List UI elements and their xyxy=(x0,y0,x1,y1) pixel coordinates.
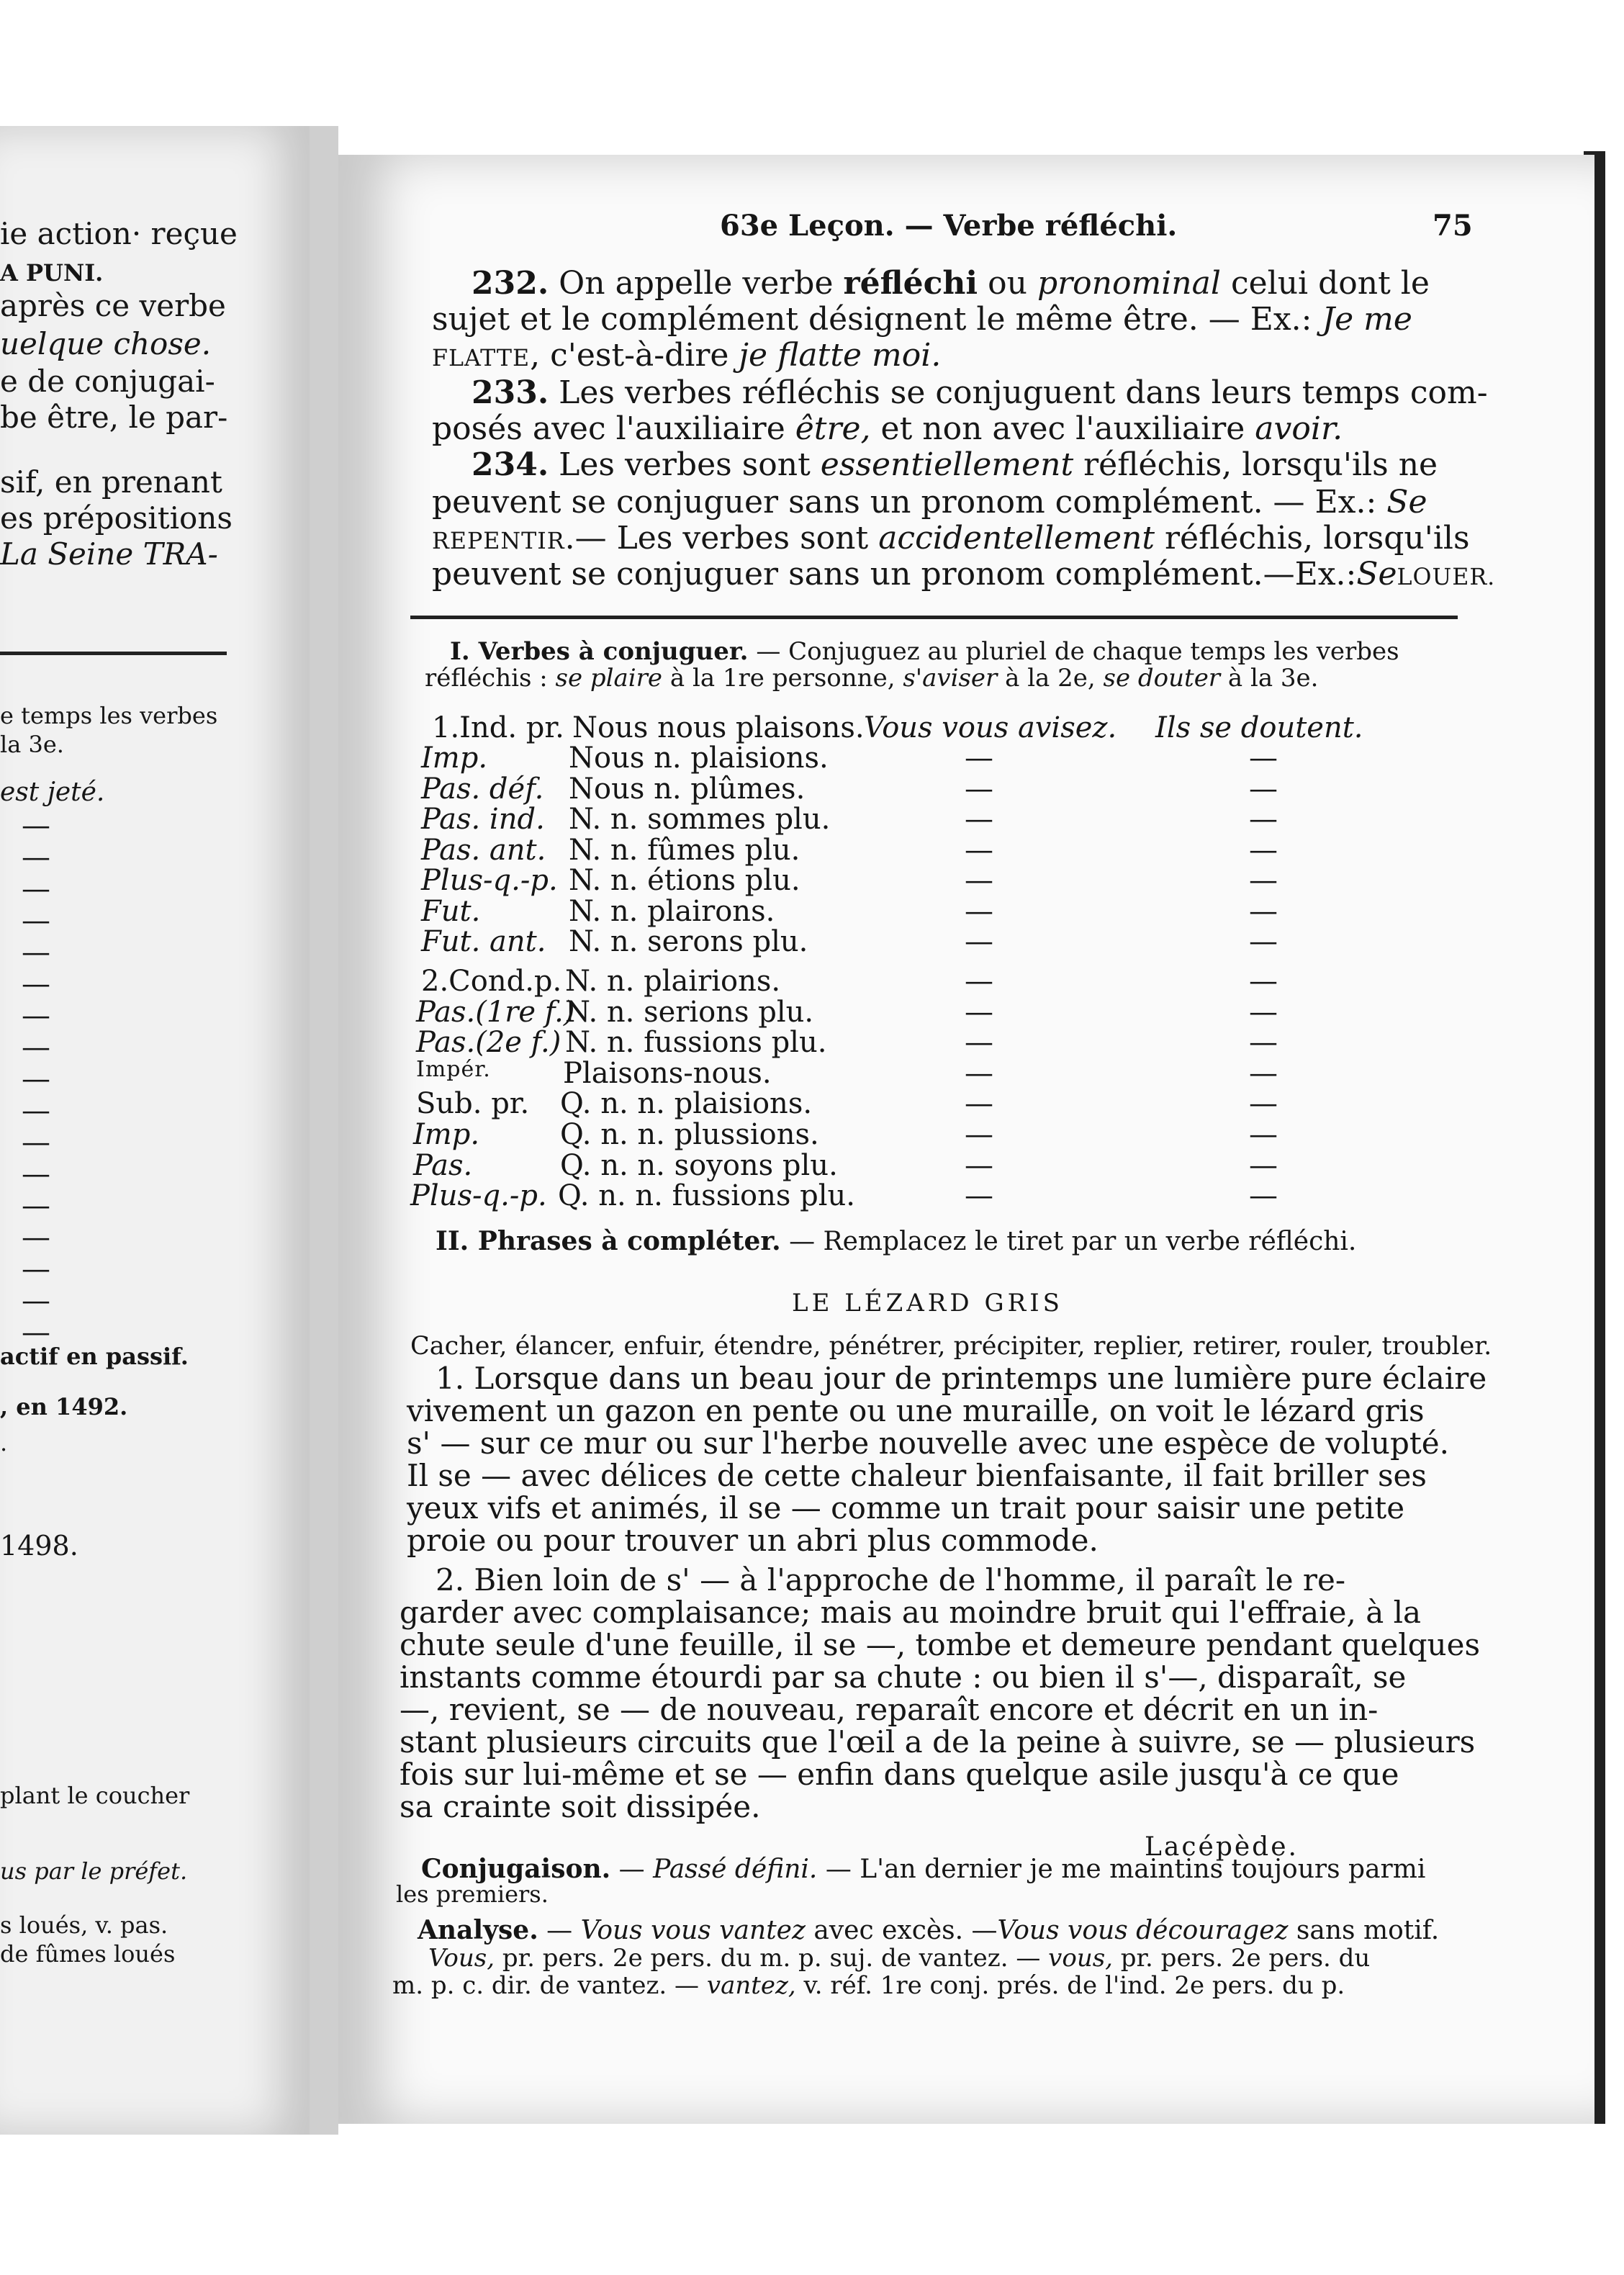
analyse-line-3: m. p. c. dir. de vantez. — vantez, v. réf. 1re conj. prés. de l'ind. 2e pers. du p. xyxy=(392,1971,1345,2000)
paragraph-2-line: instants comme étourdi par sa chute : ou bien il s'—, disparaît, se xyxy=(400,1659,1407,1695)
conjugaison-line-2: les premiers. xyxy=(396,1880,549,1908)
left-line: . xyxy=(0,1429,8,1456)
column-2-heading: Vous vous avisez. xyxy=(864,711,1117,744)
dash: — xyxy=(1249,772,1278,806)
dash: — xyxy=(965,772,993,806)
column-3-heading: Ils se doutent. xyxy=(1155,711,1363,744)
left-line: 1498. xyxy=(0,1530,78,1562)
dash: — xyxy=(965,925,993,958)
dash: — xyxy=(965,1026,993,1059)
left-line: plant le coucher xyxy=(0,1782,190,1809)
tense-label: Pas. ind. xyxy=(421,803,545,836)
conjugated-form: N. n. serions plu. xyxy=(565,996,814,1029)
paragraph-1-line: Il se — avec délices de cette chaleur bienfaisante, il fait briller ses xyxy=(407,1458,1427,1493)
dash: — xyxy=(965,996,993,1029)
dash: — xyxy=(1249,925,1278,958)
dash: — xyxy=(965,1118,993,1151)
dash: — xyxy=(1249,803,1278,836)
story-title: LE LÉZARD GRIS xyxy=(792,1289,1063,1317)
conjugated-form: N. n. plairons. xyxy=(569,895,775,928)
left-line: ie action· reçue xyxy=(0,216,238,251)
left-line: be être, le par- xyxy=(0,400,228,435)
rule-234-line-2: peuvent se conjuguer sans un pronom complément. — Ex.: Se xyxy=(432,484,1427,521)
paragraph-1-line: yeux vifs et animés, il se — comme un trait pour saisir une petite xyxy=(407,1490,1405,1526)
conjugated-form: Q. n. n. plaisions. xyxy=(560,1087,813,1120)
conjugated-form: N. n. serons plu. xyxy=(569,925,808,958)
dash: — xyxy=(965,742,993,775)
dash: — xyxy=(1249,1087,1278,1120)
conjugated-form: N. n. fûmes plu. xyxy=(569,834,800,867)
rule-234-line-1: 234. Les verbes sont essentiellement réfléchis, lorsqu'ils ne xyxy=(472,446,1438,483)
conjugaison-line-1: Conjugaison. — Passé défini. — L'an dernier je me maintins toujours parmi xyxy=(421,1854,1426,1884)
dash: — xyxy=(1249,1026,1278,1059)
dash: — xyxy=(965,965,993,998)
dash: — xyxy=(965,834,993,867)
exercise-1-instruction-1: I. Verbes à conjuguer. — Conjuguez au pluriel de chaque temps les verbes xyxy=(450,637,1399,666)
conjugated-form: N. n. étions plu. xyxy=(569,864,800,897)
dash: — xyxy=(1249,1179,1278,1212)
left-line: es prépositions xyxy=(0,500,233,536)
page-number: 75 xyxy=(1433,209,1473,243)
tense-label: Sub. pr. xyxy=(416,1087,530,1120)
left-line: e temps les verbes xyxy=(0,702,218,729)
conjugated-form: N. n. fussions plu. xyxy=(565,1026,827,1059)
paragraph-2-line: 2. Bien loin de s' — à l'approche de l'homme, il paraît le re- xyxy=(436,1562,1346,1598)
tense-label: Pas. ant. xyxy=(421,834,546,867)
paragraph-2-line: sa crainte soit dissipée. xyxy=(400,1789,761,1824)
section-rule xyxy=(410,616,1458,619)
rule-233-line-2: posés avec l'auxiliaire être, et non avec l'auxiliaire avoir. xyxy=(432,410,1343,447)
exercise-1-instruction-2: réfléchis : se plaire à la 1re personne, s'aviser à la 2e, se douter à la 3e. xyxy=(425,664,1319,693)
conjugated-form: Plaisons-nous. xyxy=(563,1057,772,1090)
left-line: uelque chose. xyxy=(0,326,212,361)
left-line: s loués, v. pas. xyxy=(0,1911,168,1939)
left-line: sif, en prenant xyxy=(0,464,222,500)
author: Lacépède. xyxy=(1145,1832,1299,1862)
rule-234-line-4: peuvent se conjuguer sans un pronom complément.—Ex.:SeLOUER. xyxy=(432,556,1496,593)
tense-label: Plus-q.-p. xyxy=(410,1179,547,1212)
dash: — xyxy=(1249,864,1278,897)
verb-list: Cacher, élancer, enfuir, étendre, pénétrer, précipiter, replier, retirer, rouler, troubler. xyxy=(410,1332,1492,1361)
conjugated-form: N. n. plairions. xyxy=(565,965,781,998)
tense-label: 2.Cond.p. xyxy=(421,965,562,998)
left-line: après ce verbe xyxy=(0,288,226,323)
left-line: us par le préfet. xyxy=(0,1857,188,1885)
dash: — xyxy=(1249,895,1278,928)
dash: — xyxy=(965,1087,993,1120)
analyse-line-2: Vous, pr. pers. 2e pers. du m. p. suj. de vantez. — vous, pr. pers. 2e pers. du xyxy=(428,1944,1371,1973)
conjugated-form: Q. n. n. soyons plu. xyxy=(560,1149,838,1182)
tense-label: Pas.(1re f.) xyxy=(416,996,575,1029)
dash: — xyxy=(1249,742,1278,775)
dash: — xyxy=(965,1149,993,1182)
dash: — xyxy=(965,1179,993,1212)
conjugated-form: Q. n. n. fussions plu. xyxy=(558,1179,855,1212)
analyse-line-1: Analyse. — Vous vous vantez avec excès. —Vous vous découragez sans motif. xyxy=(418,1915,1440,1945)
left-line: est jeté. xyxy=(0,778,105,807)
tense-label: Impér. xyxy=(416,1057,491,1082)
tense-label: Imp. xyxy=(421,742,488,775)
rule-232-line-1: 232. On appelle verbe réfléchi ou pronominal celui dont le xyxy=(472,265,1430,302)
paragraph-2-line: —, revient, se — de nouveau, reparaît encore et décrit en un in- xyxy=(400,1692,1379,1727)
paragraph-2-line: stant plusieurs circuits que l'œil a de la peine à suivre, se — plusieurs xyxy=(400,1724,1476,1760)
tense-label: Pas. déf. xyxy=(421,772,544,806)
conjugated-form: Q. n. n. plussions. xyxy=(560,1118,819,1151)
tense-label: Fut. ant. xyxy=(421,925,546,958)
dash: — xyxy=(965,895,993,928)
dash: — xyxy=(1249,1118,1278,1151)
dash: — xyxy=(965,803,993,836)
left-line: La Seine TRA- xyxy=(0,536,218,572)
paragraph-2-line: chute seule d'une feuille, il se —, tombe et demeure pendant quelques xyxy=(400,1627,1481,1662)
left-line: A PUNI. xyxy=(0,259,104,287)
dash: — xyxy=(965,864,993,897)
dash: — xyxy=(965,1057,993,1090)
tense-label: Imp. xyxy=(413,1118,480,1151)
tense-label: Pas.(2e f.) xyxy=(416,1026,561,1059)
tense-label: 1.Ind. pr. xyxy=(432,711,564,744)
rule-234-line-3: REPENTIR.— Les verbes sont accidentellement réfléchis, lorsqu'ils xyxy=(432,520,1470,557)
conjugated-form: Nous n. plûmes. xyxy=(569,772,806,806)
conjugated-form: Nous n. plaisions. xyxy=(569,742,829,775)
rule-232-line-2: sujet et le complément désignent le même être. — Ex.: Je me xyxy=(432,301,1412,338)
left-line: , en 1492. xyxy=(0,1393,128,1420)
dash: — xyxy=(1249,996,1278,1029)
paragraph-1-line: proie ou pour trouver un abri plus commode. xyxy=(407,1523,1099,1558)
exercise-2-instruction: II. Phrases à compléter. — Remplacez le tiret par un verbe réfléchi. xyxy=(436,1226,1357,1256)
left-line: de fûmes loués xyxy=(0,1940,176,1968)
paragraph-1-line: s' — sur ce mur ou sur l'herbe nouvelle avec une espèce de volupté. xyxy=(407,1425,1449,1461)
tense-label: Plus-q.-p. xyxy=(421,864,558,897)
left-line: la 3e. xyxy=(0,731,64,758)
dash: — xyxy=(1249,834,1278,867)
paragraph-2-line: garder avec complaisance; mais au moindre bruit qui l'effraie, à la xyxy=(400,1595,1422,1630)
conjugated-form: N. n. sommes plu. xyxy=(569,803,831,836)
left-dash-column: — — — — — — — — — — — — — — — — — xyxy=(22,809,50,1349)
dash: — xyxy=(1249,1057,1278,1090)
paragraph-1-line: 1. Lorsque dans un beau jour de printemps une lumière pure éclaire xyxy=(436,1361,1487,1396)
conjugated-form: Nous nous plaisons. xyxy=(572,711,865,744)
tense-label: Fut. xyxy=(421,895,481,928)
dash: — xyxy=(1249,965,1278,998)
rule-232-line-3: FLATTE, c'est-à-dire je flatte moi. xyxy=(432,337,942,374)
paragraph-1-line: vivement un gazon en pente ou une muraille, on voit le lézard gris xyxy=(407,1393,1425,1428)
paragraph-2-line: fois sur lui-même et se — enfin dans quelque asile jusqu'à ce que xyxy=(400,1757,1399,1792)
rule-233-line-1: 233. Les verbes réfléchis se conjuguent dans leurs temps com- xyxy=(472,374,1488,411)
page-title: 63e Leçon. — Verbe réfléchi. xyxy=(720,209,1178,243)
dash: — xyxy=(1249,1149,1278,1182)
left-line: e de conjugai- xyxy=(0,364,215,399)
tense-label: Pas. xyxy=(413,1149,473,1182)
left-line: actif en passif. xyxy=(0,1343,189,1370)
